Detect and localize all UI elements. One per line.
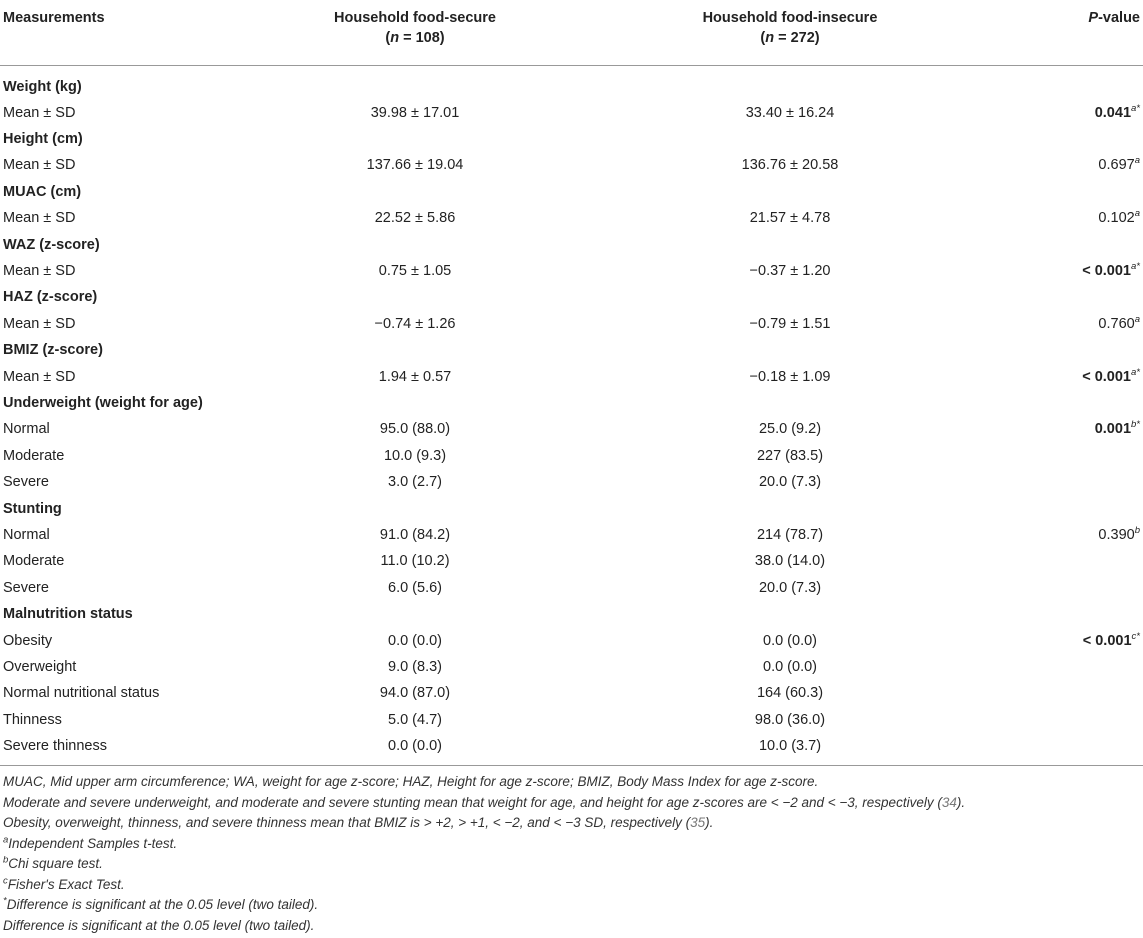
row-label: Mean ± SD [3, 368, 76, 385]
footnote-underweight-end: ). [956, 794, 966, 810]
header-p-letter: P [1088, 10, 1099, 26]
footnote-obesity-text: Obesity, overweight, thinness, and severe thinness mean that BMIZ is > +2, > +1, < −2, and < −3 SD, respectively ( [3, 815, 691, 831]
footnote-b [3, 854, 1143, 875]
citation-link-35[interactable]: 35 [690, 815, 706, 831]
row-label: Mean ± SD [3, 315, 76, 332]
food-insecure-value: 25.0 (9.2) [758, 421, 822, 438]
food-secure-value: 91.0 (84.2) [379, 526, 451, 543]
header-p-value [1000, 0, 1143, 65]
food-secure-value: 39.98 ± 17.01 [370, 104, 460, 121]
food-secure-value: 95.0 (88.0) [379, 421, 451, 438]
p-value-cell [1000, 733, 1143, 759]
table-row [0, 416, 1143, 442]
row-label: Moderate [3, 447, 65, 464]
header-measurements: Measurements [0, 0, 250, 65]
p-value: 0.102 [1098, 210, 1135, 227]
footnote-b-text: Chi square test. [8, 856, 103, 872]
food-secure-value: 0.0 (0.0) [388, 738, 442, 755]
food-insecure-value: 136.76 ± 20.58 [741, 157, 839, 174]
p-value-superscript: a [1134, 313, 1140, 325]
row-label: Severe thinness [3, 738, 107, 755]
row-label: Mean ± SD [3, 210, 76, 227]
p-value-cell [1000, 680, 1143, 706]
food-insecure-value: 214 (78.7) [756, 526, 824, 543]
header-p-rest: -value [1098, 10, 1140, 26]
table-body [0, 65, 1143, 759]
food-secure-value: 0.75 ± 1.05 [378, 263, 452, 280]
section-heading: Weight (kg) [3, 78, 82, 95]
table-row [0, 706, 1143, 732]
footnote-c-text: Fisher's Exact Test. [7, 876, 125, 892]
section-row [0, 126, 1143, 152]
food-insecure-value: 227 (83.5) [756, 447, 824, 464]
header-food-insecure-n: = 272) [774, 30, 820, 46]
footnote-underweight [3, 793, 1143, 814]
section-heading: Stunting [3, 500, 62, 517]
footnote-a [3, 834, 1143, 855]
footnote-c [3, 875, 1143, 896]
table-row [0, 654, 1143, 680]
footnote-a-text: Independent Samples t-test. [8, 835, 178, 851]
p-value-cell [1000, 443, 1143, 469]
footnote-a-mark: a [3, 834, 9, 846]
table-row [0, 205, 1143, 231]
p-value-cell [1000, 469, 1143, 495]
table-row [0, 363, 1143, 389]
p-value-superscript: a* [1131, 366, 1140, 378]
p-value-cell [1000, 627, 1143, 653]
p-value-superscript: b* [1131, 419, 1140, 431]
footnote-star [3, 895, 1143, 916]
table-header [0, 0, 1143, 65]
p-value: 0.697 [1098, 157, 1135, 174]
table-row [0, 522, 1143, 548]
section-heading: WAZ (z-score) [3, 236, 100, 253]
p-value-cell [1000, 258, 1143, 284]
citation-link-34[interactable]: 34 [941, 794, 957, 810]
food-insecure-value: −0.79 ± 1.51 [749, 315, 831, 332]
p-value-cell [1000, 205, 1143, 231]
food-secure-value: 6.0 (5.6) [388, 579, 442, 596]
table-row [0, 680, 1143, 706]
section-row [0, 284, 1143, 310]
section-row [0, 65, 1143, 100]
p-value-superscript: a* [1131, 261, 1140, 273]
p-value: < 0.001 [1082, 263, 1132, 280]
p-value: 0.390 [1098, 526, 1135, 543]
row-label: Severe [3, 579, 49, 596]
p-value-superscript: b [1134, 525, 1140, 537]
footnote-last: Difference is significant at the 0.05 level (two tailed). [3, 917, 315, 933]
food-insecure-value: 20.0 (7.3) [758, 474, 822, 491]
food-insecure-value: 0.0 (0.0) [763, 632, 817, 649]
food-insecure-value: −0.18 ± 1.09 [749, 368, 831, 385]
food-insecure-value: 98.0 (36.0) [754, 711, 826, 728]
section-row [0, 337, 1143, 363]
row-label: Normal nutritional status [3, 685, 160, 702]
food-secure-value: −0.74 ± 1.26 [374, 315, 456, 332]
food-secure-value: 9.0 (8.3) [388, 658, 442, 675]
section-row [0, 495, 1143, 521]
p-value-cell [1000, 416, 1143, 442]
footnote-b-mark: b [3, 854, 9, 866]
section-heading: Height (cm) [3, 131, 83, 148]
section-row [0, 390, 1143, 416]
p-value-cell [1000, 654, 1143, 680]
table-row [0, 575, 1143, 601]
p-value-cell [1000, 706, 1143, 732]
food-insecure-value: 33.40 ± 16.24 [745, 104, 835, 121]
table-row [0, 100, 1143, 126]
table-row [0, 548, 1143, 574]
row-label: Obesity [3, 632, 53, 649]
section-row [0, 231, 1143, 257]
footnote-obesity [3, 813, 1143, 834]
table-row [0, 152, 1143, 178]
p-value-superscript: a [1134, 208, 1140, 220]
p-value: 0.760 [1098, 315, 1135, 332]
p-value-cell [1000, 363, 1143, 389]
p-value-superscript: a [1134, 155, 1140, 167]
section-row [0, 179, 1143, 205]
header-food-insecure: Household food-insecure (n = 272) [580, 0, 1000, 65]
p-value: 0.041 [1094, 104, 1132, 121]
food-secure-value: 10.0 (9.3) [383, 447, 447, 464]
food-insecure-value: 38.0 (14.0) [754, 553, 826, 570]
food-secure-value: 11.0 (10.2) [380, 553, 450, 570]
table-row [0, 733, 1143, 759]
p-value: 0.001 [1094, 421, 1132, 438]
table-row [0, 258, 1143, 284]
table-row [0, 469, 1143, 495]
p-value-cell [1000, 152, 1143, 178]
p-value: < 0.001 [1082, 632, 1132, 649]
section-heading: BMIZ (z-score) [3, 342, 103, 359]
row-label: Mean ± SD [3, 157, 76, 174]
footnote-c-mark: c [3, 875, 8, 887]
food-secure-value: 94.0 (87.0) [379, 685, 451, 702]
footnote-star-text: Difference is significant at the 0.05 level (two tailed). [6, 897, 319, 913]
food-secure-value: 3.0 (2.7) [388, 474, 442, 491]
row-label: Severe [3, 474, 49, 491]
table-row [0, 627, 1143, 653]
p-value-cell [1000, 575, 1143, 601]
p-value-superscript: c* [1131, 630, 1140, 642]
header-food-secure: Household food-secure (n = 108) [250, 0, 580, 65]
p-value-superscript: a* [1131, 102, 1140, 114]
row-label: Thinness [3, 711, 62, 728]
row-label: Moderate [3, 553, 65, 570]
section-row [0, 601, 1143, 627]
food-insecure-value: 0.0 (0.0) [763, 658, 817, 675]
food-secure-value: 22.52 ± 5.86 [374, 210, 456, 227]
row-label: Mean ± SD [3, 104, 76, 121]
footnote-underweight-text: Moderate and severe underweight, and moderate and severe stunting mean that weight for age, and height for age z-scores are < −2 and < −3, respectively ( [3, 794, 942, 810]
header-food-secure-label: Household food-secure [334, 10, 496, 26]
p-value-cell [1000, 548, 1143, 574]
food-insecure-value: −0.37 ± 1.20 [749, 263, 831, 280]
food-insecure-value: 10.0 (3.7) [758, 738, 822, 755]
section-heading: HAZ (z-score) [3, 289, 98, 306]
food-insecure-value: 164 (60.3) [756, 685, 824, 702]
food-secure-value: 137.66 ± 19.04 [366, 157, 464, 174]
table-footnotes [0, 766, 1143, 936]
footnote-obesity-end: ). [705, 815, 714, 831]
row-label: Overweight [3, 658, 77, 675]
p-value-cell [1000, 311, 1143, 337]
section-heading: Underweight (weight for age) [3, 394, 203, 411]
food-secure-value: 0.0 (0.0) [388, 632, 442, 649]
row-label: Normal [3, 421, 50, 438]
table-row [0, 311, 1143, 337]
section-heading: MUAC (cm) [3, 183, 82, 200]
p-value-cell [1000, 100, 1143, 126]
food-insecure-value: 21.57 ± 4.78 [749, 210, 831, 227]
p-value: < 0.001 [1082, 368, 1132, 385]
section-heading: Malnutrition status [3, 606, 133, 623]
table-row [0, 443, 1143, 469]
header-food-insecure-label: Household food-insecure [702, 10, 878, 26]
row-label: Mean ± SD [3, 263, 76, 280]
p-value-cell [1000, 522, 1143, 548]
header-food-insecure-n-var: n [765, 30, 775, 46]
header-food-secure-n-var: n [390, 30, 400, 46]
header-food-secure-n: = 108) [399, 30, 445, 46]
footnote-abbreviations: MUAC, Mid upper arm circumference; WA, weight for age z-score; HAZ, Height for age z-score; BMIZ, Body Mass Index for age z-score. [3, 774, 819, 790]
food-insecure-value: 20.0 (7.3) [758, 579, 822, 596]
food-secure-value: 5.0 (4.7) [388, 711, 442, 728]
footnote-star-mark: * [3, 895, 7, 907]
row-label: Normal [3, 526, 50, 543]
food-secure-value: 1.94 ± 0.57 [378, 368, 452, 385]
